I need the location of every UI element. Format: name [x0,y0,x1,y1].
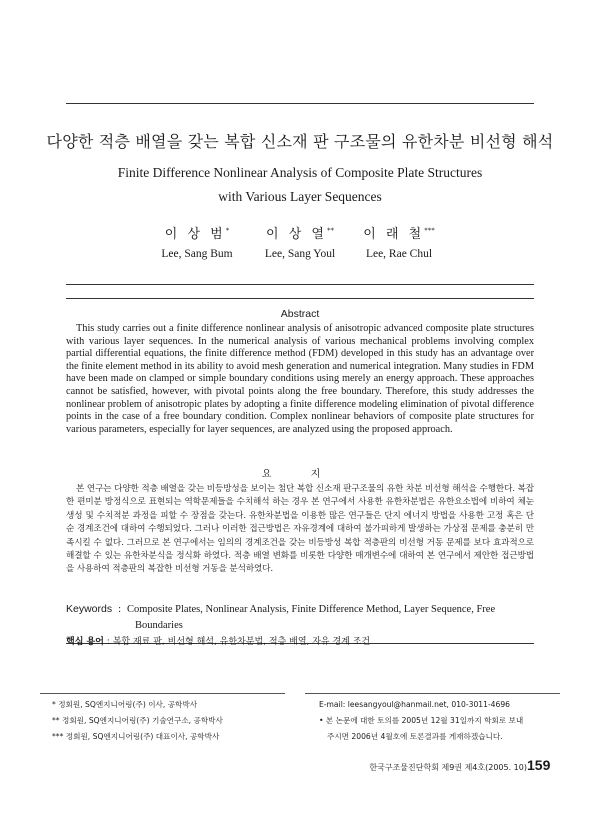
keywords-label: Keywords [66,603,113,615]
author-3-mark: *** [424,226,435,235]
paper-title-english-line1: Finite Difference Nonlinear Analysis of Composite Plate Structures [117,165,483,180]
keywords-separator: : [118,604,122,615]
footnote-discussion-2: 주시면 2006년 4월호에 토론결과를 게재하겠습니다. [327,732,503,741]
author-1-mark: * [225,226,230,235]
footnote-author-1: * 정회원, SQ엔지니어링(주) 이사, 공학박사 [52,700,198,709]
footnote-rule-left [40,693,285,694]
keywords-korean [66,634,370,647]
abstract-text: This study carries out a finite difference nonlinear analysis of anisotropic advanced composite plate structures with various layer sequences. In the numerical analysis of various mechanical problems involving complex partial differential equations, the finite difference method (FDM) developed in this study has an advantage over the finite element method in its ability to avoid mesh generation and numerical integration. Many studies in FDM have been made on clamped or simple boundary conditions using merely an energy approach. These approaches cannot be satisfied, however, with pivotal points along the free boundary. Therefore, this study addresses the nonlinear problem of anisotropic plates by adopting a finite difference modeling elimination of pivotal difference points in the case of a free boundary condition. Complex nonlinear behaviors of composite plate structures for various parameters, especially for layer sequences, are analyzed using the proposed approach. [66,323,534,435]
keywords-line2: Boundaries [135,620,183,631]
footnotes-right [319,697,523,745]
footnote-author-3: *** 정회원, SQ엔지니어링(주) 대표이사, 공학박사 [52,732,220,741]
author-2-korean: 이 상 열 [266,227,327,242]
author-1-korean: 이 상 범 [164,227,226,242]
summary-heading: 요 지 [261,469,339,480]
keywords-korean-label: 핵심 용어 [66,637,104,647]
author-1-english: Lee, Sang Bum [161,248,233,260]
abstract-heading: Abstract [280,308,320,320]
author-3 [334,223,464,260]
footnote-author-2: ** 정회원, SQ엔지니어링(주) 기술연구소, 공학박사 [52,716,223,725]
journal-footer: 한국구조물진단학회 제9권 제4호(2005. 10) [369,763,527,772]
footnote-discussion-1: • 본 논문에 대한 토의를 2005년 12월 31일까지 학회로 보내 [319,716,524,725]
author-2-english: Lee, Sang Youl [264,248,336,260]
paper-title-korean: 다양한 적층 배열을 갖는 복합 신소재 판 구조물의 유한차분 비선형 해석 [46,132,554,151]
summary-text: 본 연구는 다양한 적층 배열을 갖는 비등방성을 보이는 첨단 복합 신소재 판구조물의 유한 차분 비선형 해석을 수행한다. 복잡한 편미분 방정식으로 표현되는 역학문제들을 수치해석 하는 경우 본 연구에서 사용한 유한차분법은 유한요소법에 비하여 체눈 생성 및 수치적분 과정을 피할 수 장점을 갖는다. 유한차분법을 이용한 많은 연구들은 단지 에너지 방법을 사용한 고정 혹은 단순 경계조건에 대하여 수행되었다. 그러나 이러한 접근방법은 자유경계에 대하여 불가피하게 발생하는 가상점 문제를 충분히 만족시킬 수 없다. 그러므로 본 연구에서는 임의의 경계조건을 갖는 비등방성 복합 적층판의 비선형 거동 문제를 보다 효과적으로 해결할 수 있는 유한차분식을 정식화 하였다. 적층 배열 변화를 비롯한 다양한 매개변수에 대하여 본 연구에서 제안한 접근방법을 사용하여 적층판의 복잡한 비선형 거동을 분석하였다. [66,484,534,575]
footnote-email: E-mail: leesangyoul@hanmail.net, 010-3011-4696 [319,700,511,709]
footnotes-left [52,697,223,745]
author-2-mark: ** [326,226,334,235]
paper-title-english-line2: with Various Layer Sequences [218,189,382,204]
keywords-korean-text: 복합 재료 판, 비선형 해석, 유한차분법, 적층 배열, 자유 경계 조건 [112,637,371,647]
page-number: 159 [527,757,551,773]
keywords-korean-separator: : [106,637,110,647]
author-3-korean: 이 래 철 [363,227,425,242]
keywords [66,601,534,634]
footnote-rule-right [305,693,560,694]
author-3-english: Lee, Rae Chul [365,248,433,260]
keywords-line1: Composite Plates, Nonlinear Analysis, Finite Difference Method, Layer Sequence, Free [127,604,496,615]
